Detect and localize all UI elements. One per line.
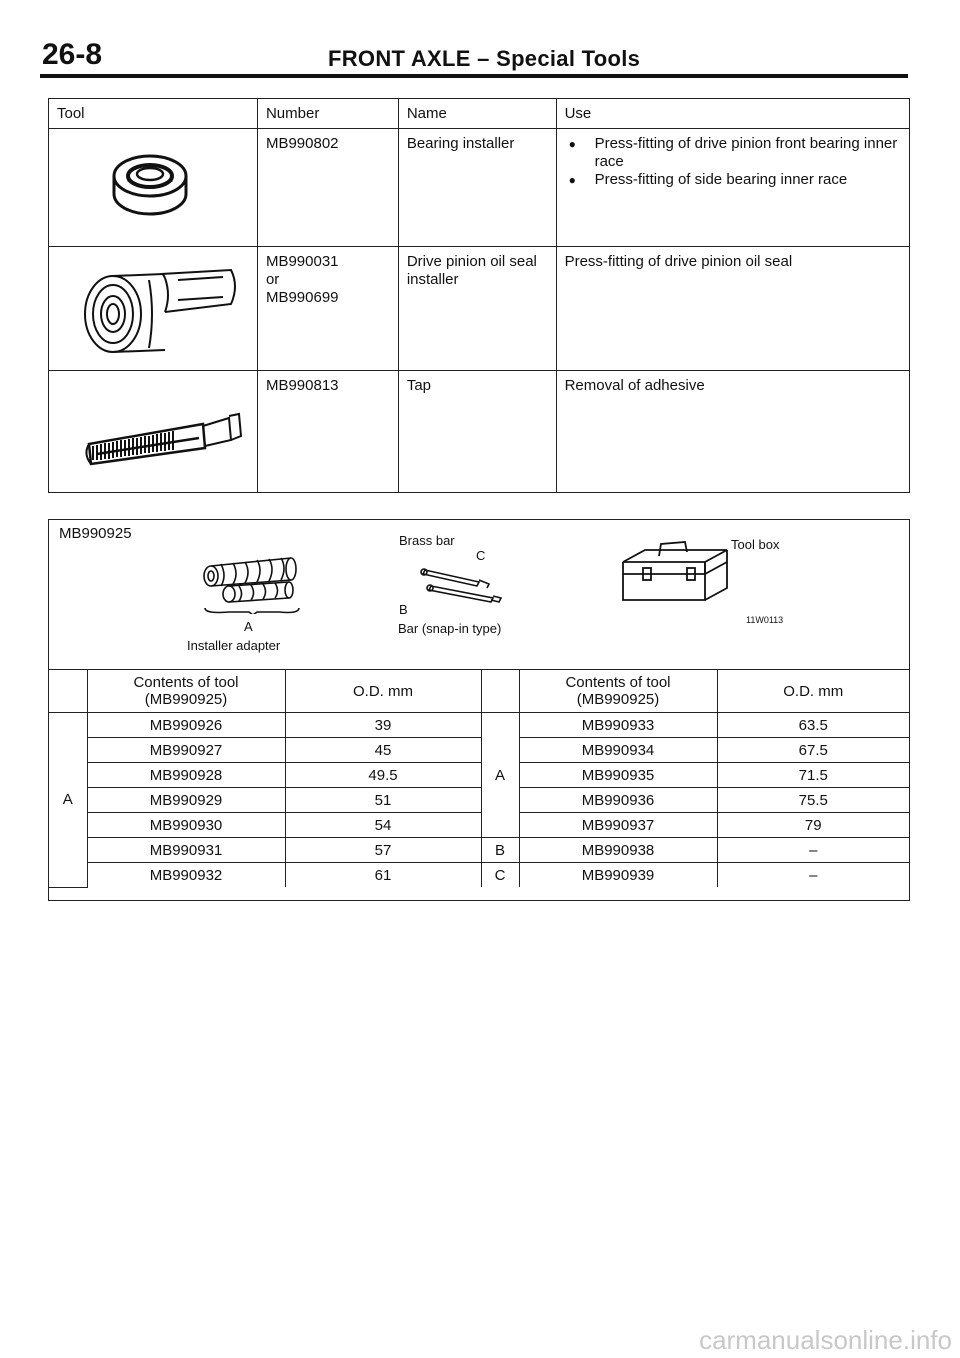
group-cell-c: C [481,863,519,888]
bar-b-label: B [399,602,408,617]
use-text: Press-fitting of drive pinion oil seal [564,253,793,270]
table-row [49,371,910,493]
tool-name-cell [398,129,556,247]
bar-type-label: Bar (snap-in type) [398,621,502,636]
table-row [49,247,910,371]
part-number: MB990930 [87,813,285,838]
tool-number: MB990813 [265,377,339,394]
tool-number-or: or [265,271,280,288]
tool-name: Drive pinion oil seal [406,253,537,270]
part-number: MB990934 [519,738,717,763]
tool-use-cell [556,371,909,493]
kit-number: MB990925 [59,525,132,542]
tool-image-cell [49,129,258,247]
contents-header-line2: (MB990925) [576,691,660,708]
part-number: MB990938 [519,838,717,863]
tool-number-cell [257,247,398,371]
tool-number-alt: MB990699 [265,289,339,306]
contents-header [519,670,717,713]
oil-seal-installer-illustration [53,250,253,364]
part-number: MB990933 [519,713,717,738]
page-number: 26-8 [42,38,103,71]
use-item: ● Press-fitting of side bearing inner race [565,171,901,189]
contents-header-line1: Contents of tool [133,674,239,691]
tool-name-cell [398,371,556,493]
tool-use-cell [556,129,909,247]
contents-header [87,670,285,713]
od-value: 54 [285,813,481,838]
part-number: MB990939 [519,863,717,888]
tap-illustration [53,374,253,486]
table-row [49,788,909,813]
group-cell-a: A [481,713,519,838]
part-number: MB990936 [519,788,717,813]
part-number: MB990932 [87,863,285,888]
tool-number: MB990031 [265,253,339,270]
tool-number: MB990802 [265,135,339,152]
group-header-cell [481,670,519,713]
part-number: MB990929 [87,788,285,813]
tool-name-cell [398,247,556,371]
table-row [49,813,909,838]
od-header: O.D. mm [285,670,481,713]
od-value: 67.5 [717,738,909,763]
tool-number-cell [257,129,398,247]
od-value: – [717,863,909,888]
use-item: ● Press-fitting of drive pinion front bearing inner race [565,135,901,171]
contents-header-line2: (MB990925) [144,691,228,708]
installer-adapter-illustration [199,554,309,614]
adapter-a-label: A [244,619,253,634]
special-tools-table [48,98,910,493]
od-value: 61 [285,863,481,888]
od-value: 75.5 [717,788,909,813]
part-number: MB990926 [87,713,285,738]
watermark: carmanualsonline.info [699,1325,952,1355]
tool-kit-panel [48,519,910,901]
table-header-row [49,99,910,129]
bar-c-label: C [476,548,486,563]
part-number: MB990931 [87,838,285,863]
od-value: 51 [285,788,481,813]
part-number: MB990927 [87,738,285,763]
table-row [49,763,909,788]
tool-name: Tap [406,377,432,394]
od-value: 71.5 [717,763,909,788]
title-rule [40,74,908,78]
od-value: 39 [285,713,481,738]
tool-name: Bearing installer [406,135,515,152]
tool-image-cell [49,247,258,371]
page-title: FRONT AXLE – Special Tools [328,46,641,71]
tool-name-line2: installer [406,271,459,288]
bearing-installer-illustration [53,132,253,240]
od-header: O.D. mm [717,670,909,713]
tool-box-illustration [619,540,734,608]
part-number: MB990928 [87,763,285,788]
column-header-name: Name [398,99,556,129]
table-row [49,838,909,863]
contents-header-row [49,670,909,713]
tool-image-cell [49,371,258,493]
table-row [49,713,909,738]
table-row [49,738,909,763]
table-row [49,129,910,247]
installer-adapter-label: Installer adapter [187,638,281,653]
od-value: 45 [285,738,481,763]
kit-contents-table [49,669,909,888]
tool-use-cell [556,247,909,371]
figure-code: 11W0113 [746,615,784,625]
group-header-cell [49,670,87,713]
od-value: 49.5 [285,763,481,788]
tool-number-cell [257,371,398,493]
od-value: 79 [717,813,909,838]
use-text: Removal of adhesive [564,377,705,394]
part-number: MB990937 [519,813,717,838]
column-header-number: Number [257,99,398,129]
table-row [49,863,909,888]
column-header-tool: Tool [49,99,258,129]
column-header-use: Use [556,99,909,129]
od-value: – [717,838,909,863]
group-cell-a: A [49,713,87,888]
part-number: MB990935 [519,763,717,788]
use-list [565,135,901,189]
group-cell-b: B [481,838,519,863]
tool-box-label: Tool box [731,537,780,552]
contents-header-line1: Contents of tool [565,674,671,691]
brass-bar-label: Brass bar [399,533,455,548]
brass-bar-illustration [419,564,509,604]
od-value: 57 [285,838,481,863]
od-value: 63.5 [717,713,909,738]
